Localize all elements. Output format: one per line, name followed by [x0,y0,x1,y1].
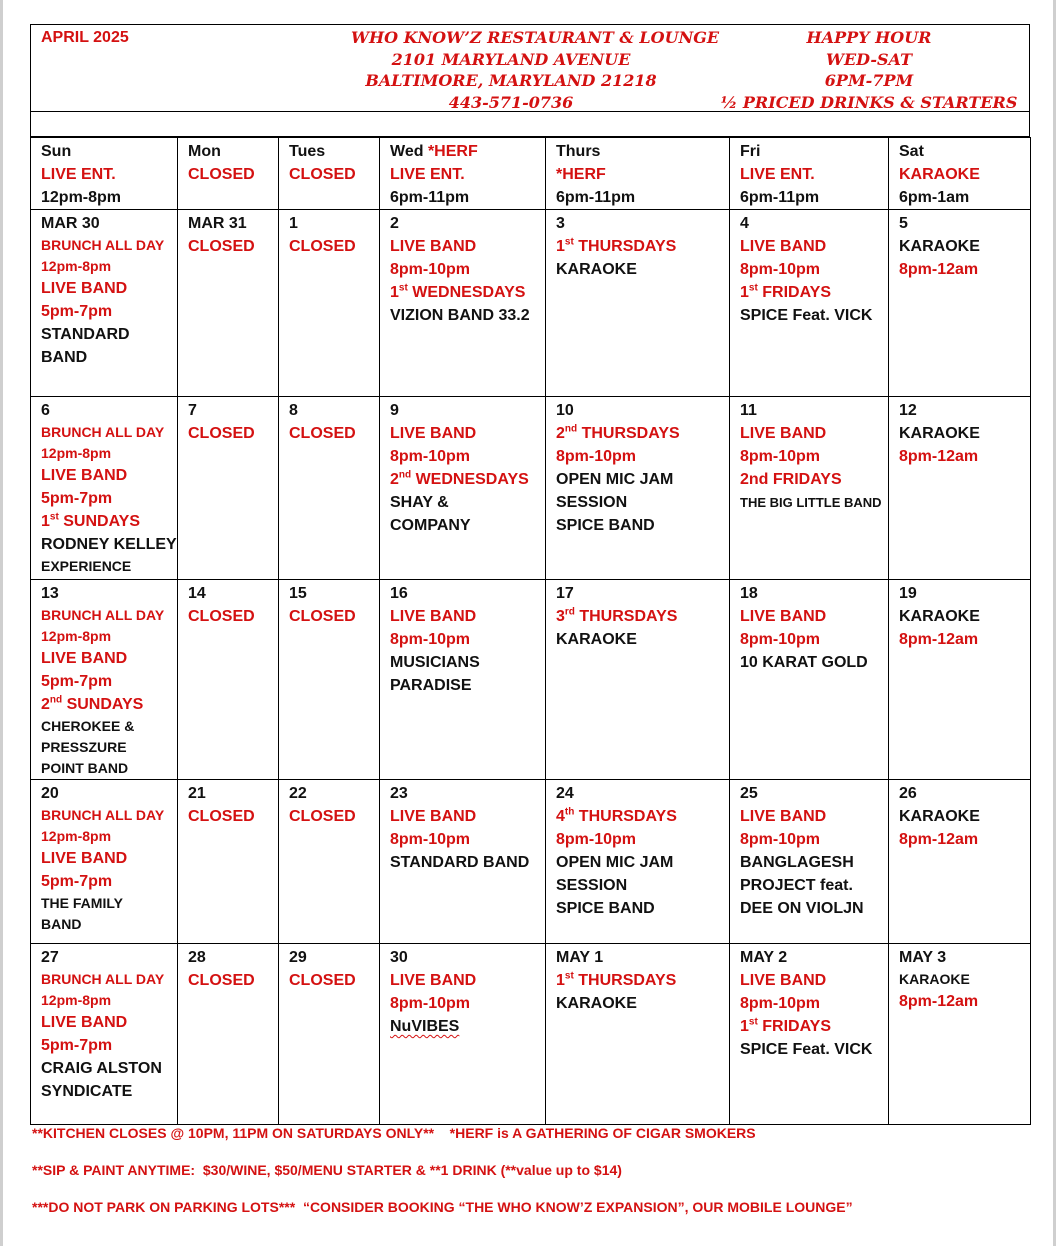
event-line: KARAOKE [556,631,637,648]
event-line: LIVE BAND [740,238,827,255]
event-line: STANDARD BAND [390,854,530,871]
event-line: CLOSED [188,608,255,625]
weekday-header-cell [279,138,380,210]
venue-info [351,27,720,113]
event-line: CRAIG ALSTON [41,1060,162,1077]
day-number: 2 [390,215,399,232]
event-line: 12pm-8pm [41,992,112,1008]
weekday-header-cell [380,138,546,210]
event-line: OPEN MIC JAM [556,471,674,488]
day-number: 28 [188,949,206,966]
day-cell [889,397,1031,580]
event-line: KARAOKE [899,971,970,987]
day-number: 23 [390,785,408,802]
day-cell [546,780,730,944]
calendar-header [30,24,1030,112]
event-line: 8pm-10pm [390,631,471,648]
event-line: BAND [41,349,88,366]
event-line: CHEROKEE & [41,718,135,734]
ordinal-suffix: st [564,236,574,248]
event-text: SUNDAYS [62,696,144,713]
day-number: 13 [41,585,59,602]
header-spacer-row [30,112,1030,137]
event-line: OPEN MIC JAM [556,854,674,871]
event-line: CLOSED [188,425,255,442]
happy-hour-info [719,27,1019,113]
event-line: BRUNCH ALL DAY [41,607,165,623]
happy-hour-time: 6PM-7PM [824,71,914,90]
ordinal-suffix: st [398,282,408,294]
day-number: 8 [289,402,298,419]
weekday-header-cell [31,138,178,210]
event-line: LIVE BAND [390,238,477,255]
day-header-label: Fri [740,143,761,160]
ordinal-number: 1 [556,972,565,989]
day-number: 14 [188,585,206,602]
day-cell [31,580,178,780]
event-line [556,969,729,992]
day-cell [178,210,279,397]
event-text: WEDNESDAYS [407,284,526,301]
event-line: 12pm-8pm [41,258,112,274]
weekday-header-cell [546,138,730,210]
event-line: CLOSED [188,808,255,825]
ordinal-number: 1 [556,238,565,255]
event-line: 6pm-1am [899,189,970,206]
event-line: DEE ON VIOLJN [740,900,864,917]
day-number: MAR 31 [188,215,247,232]
day-number: MAR 30 [41,215,100,232]
day-number: 1 [289,215,298,232]
ordinal-number: 1 [740,284,749,301]
footer-note-sip-paint: **SIP & PAINT ANYTIME: $30/WINE, $50/MENU STARTER & **1 DRINK (**value up to $14) [32,1162,622,1178]
event-line: 8pm-12am [899,831,979,848]
event-line: LIVE BAND [41,650,128,667]
venue-street: 2101 MARYLAND AVENUE [391,49,631,69]
event-line: KARAOKE [556,261,637,278]
event-line: 8pm-10pm [740,995,821,1012]
day-cell [279,210,380,397]
day-cell [889,580,1031,780]
day-cell [31,210,178,397]
day-number: 21 [188,785,206,802]
day-number: 15 [289,585,307,602]
week-row [31,944,1031,1125]
ordinal-suffix: nd [398,469,412,481]
event-line: 8pm-12am [899,261,979,278]
event-line: LIVE BAND [390,608,477,625]
event-line: 8pm-10pm [740,261,821,278]
happy-hour-offer: ½ PRICED DRINKS & STARTERS [720,92,1018,112]
event-line: LIVE BAND [390,808,477,825]
day-header-label: Tues [289,143,326,160]
event-line: THE FAMILY [41,895,123,911]
day-number: 27 [41,949,59,966]
day-cell [546,397,730,580]
event-text: THURSDAYS [573,238,677,255]
day-number: 9 [390,402,399,419]
event-line: 12pm-8pm [41,828,112,844]
event-line: PROJECT feat. [740,877,853,894]
event-line: 12pm-8pm [41,189,122,206]
day-number: 29 [289,949,307,966]
day-header-label [390,140,545,163]
event-line: *HERF [556,166,606,183]
day-cell [178,397,279,580]
event-line: 8pm-12am [899,448,979,465]
band-name: NuVIBES [390,1018,460,1035]
event-line: SPICE BAND [556,517,655,534]
event-text: FRIDAYS [757,284,832,301]
event-line: KARAOKE [556,995,637,1012]
event-line: 2nd FRIDAYS [740,471,842,488]
ordinal-suffix: st [564,970,574,982]
event-line: SESSION [556,877,628,894]
event-line: COMPANY [390,517,471,534]
event-line: LIVE BAND [740,972,827,989]
footer-note-kitchen: **KITCHEN CLOSES @ 10PM, 11PM ON SATURDAYS ONLY** *HERF is A GATHERING OF CIGAR SMOKERS [32,1125,756,1141]
day-cell [178,580,279,780]
day-number: 25 [740,785,758,802]
event-line: LIVE BAND [740,425,827,442]
event-line: 8pm-12am [899,631,979,648]
day-number: 10 [556,402,574,419]
event-text: SUNDAYS [58,513,141,530]
event-line: CLOSED [289,166,356,183]
event-line: CLOSED [188,238,255,255]
day-cell [31,780,178,944]
event-line: 8pm-10pm [390,261,471,278]
day-cell [279,580,380,780]
event-line [41,693,177,716]
ordinal-suffix: rd [564,606,575,618]
event-line: MUSICIANS [390,654,480,671]
day-header-label: Mon [188,143,221,160]
event-line: 10 KARAT GOLD [740,654,868,671]
event-line: BRUNCH ALL DAY [41,807,165,823]
event-line: 8pm-10pm [390,831,471,848]
event-line: BANGLAGESH [740,854,854,871]
ordinal-number: 2 [41,696,50,713]
event-line: 8pm-10pm [390,448,471,465]
weekday-header-row [31,138,1031,210]
event-line: LIVE BAND [390,425,477,442]
event-line: LIVE BAND [41,1014,128,1031]
event-line: POINT BAND [41,760,129,776]
event-line: CLOSED [188,166,255,183]
event-line [556,805,729,828]
ordinal-suffix: st [748,1016,758,1028]
weekday-header-cell [730,138,889,210]
event-line: KARAOKE [899,425,980,442]
event-line: KARAOKE [899,238,980,255]
ordinal-number: 1 [41,513,50,530]
event-line: LIVE BAND [740,608,827,625]
day-number: 19 [899,585,917,602]
event-line: BRUNCH ALL DAY [41,237,165,253]
event-line: THE BIG LITTLE BAND [740,495,882,510]
herf-note: *HERF [427,143,478,160]
event-line: VIZION BAND 33.2 [390,307,530,324]
event-line: LIVE BAND [390,972,477,989]
event-line: SPICE Feat. VICK [740,307,873,324]
day-cell [380,210,546,397]
event-line [390,281,545,304]
day-cell [178,780,279,944]
happy-hour-title: HAPPY HOUR [806,28,932,47]
day-number: 4 [740,215,749,232]
event-line: CLOSED [289,238,356,255]
day-header-label: Sat [899,143,924,160]
day-cell [546,944,730,1125]
day-cell [546,210,730,397]
day-number: 20 [41,785,59,802]
day-number: MAY 2 [740,949,788,966]
event-line: 8pm-10pm [740,831,821,848]
event-line: SESSION [556,494,628,511]
event-line: 8pm-10pm [556,831,637,848]
day-number: 11 [740,402,757,419]
event-text: THURSDAYS [573,972,677,989]
day-cell [31,397,178,580]
event-line: 5pm-7pm [41,673,113,690]
day-number: 12 [899,402,917,419]
event-line: 8pm-12am [899,993,979,1010]
event-line: CLOSED [289,972,356,989]
event-line: 8pm-10pm [740,448,821,465]
event-line: KARAOKE [899,808,980,825]
event-line: 12pm-8pm [41,628,112,644]
day-number: MAY 1 [556,949,604,966]
event-line [740,281,888,304]
weekday-header-cell [178,138,279,210]
calendar-grid [30,137,1031,1125]
happy-hour-days: WED-SAT [826,49,912,69]
ordinal-number: 1 [740,1018,749,1035]
day-cell [889,944,1031,1125]
ordinal-suffix: st [748,282,758,294]
event-line: 8pm-10pm [390,995,471,1012]
day-number: 18 [740,585,758,602]
event-text: FRIDAYS [757,1018,832,1035]
ordinal-number: 1 [390,284,399,301]
day-cell [730,210,889,397]
day-cell [178,944,279,1125]
day-header-label: Thurs [556,143,601,160]
week-row [31,397,1031,580]
event-line: CLOSED [188,972,255,989]
ordinal-number: 3 [556,608,565,625]
day-number: 3 [556,215,565,232]
event-line: 12pm-8pm [41,445,112,461]
day-number: 7 [188,402,197,419]
day-cell [730,944,889,1125]
day-cell [31,944,178,1125]
day-number: 22 [289,785,307,802]
event-line: 6pm-11pm [556,189,636,206]
ordinal-number: 4 [556,808,565,825]
event-line [556,422,729,445]
event-line: 5pm-7pm [41,490,113,507]
weekday-header-cell [889,138,1031,210]
ordinal-number: 2 [556,425,565,442]
event-line: 8pm-10pm [556,448,637,465]
event-line: SPICE BAND [556,900,655,917]
day-cell [279,780,380,944]
event-text: WEDNESDAYS [411,471,529,488]
event-line: CLOSED [289,608,356,625]
ordinal-suffix: nd [49,694,63,706]
day-cell [279,944,380,1125]
day-cell [730,397,889,580]
day-number: 6 [41,402,50,419]
event-line [740,1015,888,1038]
event-line: BAND [41,916,82,932]
event-line [556,235,729,258]
event-line: 6pm-11pm [740,189,820,206]
event-text: THURSDAYS [577,425,680,442]
day-cell [889,210,1031,397]
event-line: STANDARD [41,326,130,343]
day-cell [730,580,889,780]
footer-note-parking: ***DO NOT PARK ON PARKING LOTS*** “CONSIDER BOOKING “THE WHO KNOW’Z EXPANSION”, OUR MOBILE LOUNGE” [32,1199,853,1215]
venue-name: WHO KNOW’Z RESTAURANT & LOUNGE [351,28,720,47]
event-line: SPICE Feat. VICK [740,1041,873,1058]
event-line: SHAY & [390,494,449,511]
event-line: PARADISE [390,677,472,694]
ordinal-suffix: th [564,806,575,818]
day-number: 30 [390,949,408,966]
event-line: 5pm-7pm [41,303,113,320]
day-number: 24 [556,785,574,802]
day-number: 17 [556,585,574,602]
day-cell [279,397,380,580]
event-line: CLOSED [289,425,356,442]
event-line [556,605,729,628]
event-line: LIVE ENT. [41,166,116,183]
week-row [31,580,1031,780]
event-line: PRESSZURE [41,739,127,755]
ordinal-number: 2 [390,471,399,488]
day-cell [546,580,730,780]
day-cell [730,780,889,944]
day-name: Wed [390,143,428,160]
event-line: 6pm-11pm [390,189,470,206]
month-title: APRIL 2025 [41,29,129,46]
day-number: 5 [899,215,908,232]
day-number: MAY 3 [899,949,947,966]
ordinal-suffix: st [49,511,59,523]
day-header-label: Sun [41,143,72,160]
day-cell [889,780,1031,944]
event-line [41,510,177,533]
event-line: 5pm-7pm [41,1037,113,1054]
event-text: THURSDAYS [574,608,678,625]
event-line: BRUNCH ALL DAY [41,971,165,987]
venue-city: BALTIMORE, MARYLAND 21218 [365,71,657,90]
event-line: SYNDICATE [41,1083,133,1100]
event-line: KARAOKE [899,608,980,625]
day-number: 16 [390,585,408,602]
week-row [31,210,1031,397]
ordinal-suffix: nd [564,423,578,435]
event-line: LIVE ENT. [740,166,815,183]
day-cell [380,580,546,780]
event-line: LIVE BAND [41,467,128,484]
day-cell [380,780,546,944]
event-text: THURSDAYS [574,808,677,825]
event-line: LIVE ENT. [390,166,465,183]
event-line: EXPERIENCE [41,558,132,574]
event-line [390,1015,545,1038]
event-line: LIVE BAND [41,280,128,297]
event-line: BRUNCH ALL DAY [41,424,165,440]
day-cell [380,944,546,1125]
week-row [31,780,1031,944]
event-line: LIVE BAND [41,850,128,867]
venue-phone: 443-571-0736 [448,92,574,112]
day-number: 26 [899,785,917,802]
left-page-edge [0,0,3,1246]
event-line: CLOSED [289,808,356,825]
event-line: 5pm-7pm [41,873,113,890]
event-line: RODNEY KELLEY [41,536,177,553]
event-line [390,468,545,491]
day-cell [380,397,546,580]
event-line: KARAOKE [899,166,980,183]
event-line: 8pm-10pm [740,631,821,648]
event-line: LIVE BAND [740,808,827,825]
